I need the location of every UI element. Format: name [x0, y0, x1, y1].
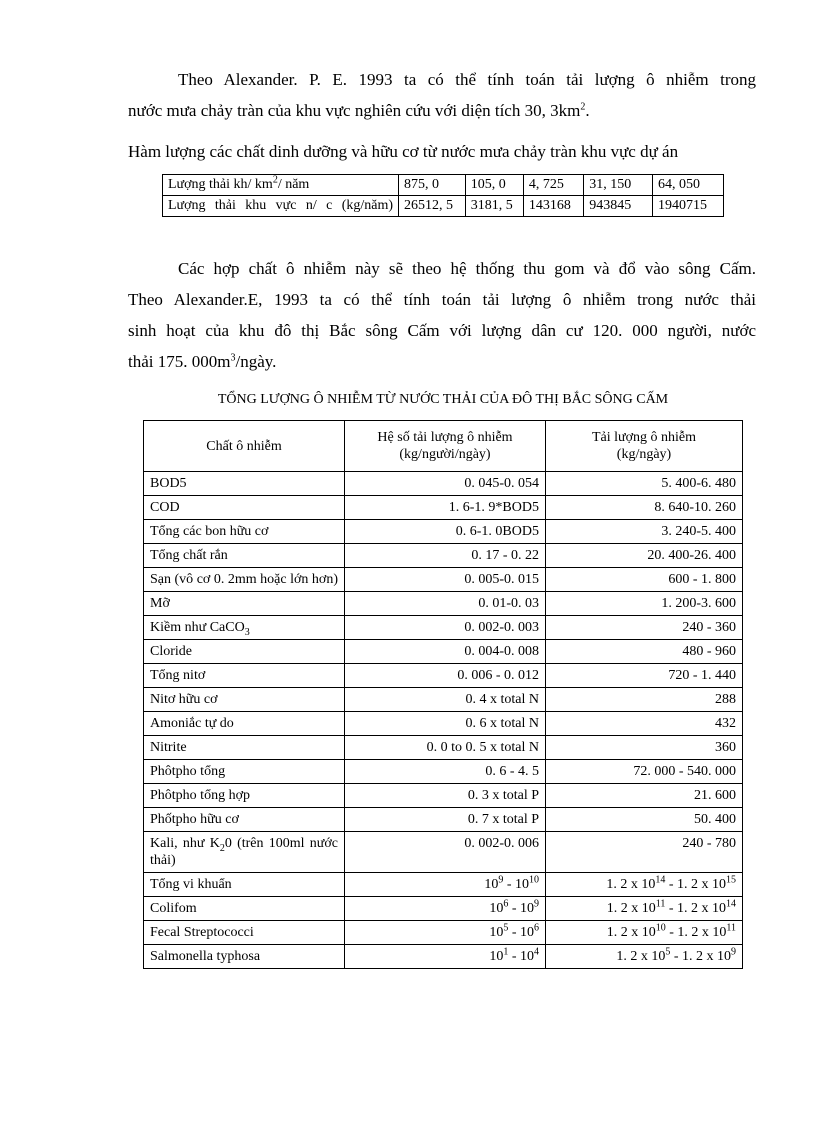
load-value: 240 - 780 [546, 832, 743, 873]
table-row [163, 196, 724, 217]
wastewater-paragraph [128, 253, 756, 377]
value-text: 10 [489, 925, 504, 940]
subscript: 3 [244, 626, 250, 638]
pollutant-name [144, 736, 345, 760]
intro-paragraph [128, 64, 756, 126]
coefficient-value: 0. 17 - 0. 22 [345, 544, 546, 568]
table-row [144, 472, 743, 496]
coefficient-value [345, 897, 546, 921]
load-value [546, 945, 743, 969]
coefficient-value: 0. 01-0. 03 [345, 592, 546, 616]
superscript: 14 [655, 874, 666, 886]
pollutant-name-text: Nitrite [150, 740, 187, 755]
table-cell-label [163, 196, 399, 217]
coefficient-value: 0. 3 x total P [345, 784, 546, 808]
superscript: 14 [726, 898, 736, 910]
coefficient-value: 0. 0 to 0. 5 x total N [345, 736, 546, 760]
table-header-row [144, 421, 743, 472]
superscript: 9 [498, 874, 504, 886]
load-value: 1. 200-3. 600 [546, 592, 743, 616]
pollutant-name [144, 472, 345, 496]
pollutant-name-text: Amoniắc tự do [150, 716, 234, 731]
pollutant-name [144, 664, 345, 688]
pollutant-name [144, 640, 345, 664]
value-text: 10 [489, 949, 504, 964]
table-row [163, 175, 724, 196]
value-text: - 10 [508, 925, 534, 940]
superscript: 6 [534, 922, 539, 934]
coefficient-value: 0. 7 x total P [345, 808, 546, 832]
pollutant-name [144, 832, 345, 873]
intro-line-1 [128, 64, 756, 95]
subscript: 2 [219, 842, 225, 854]
pollutant-name-text: Nitơ hữu cơ [150, 692, 218, 707]
value-text: 1. 2 x 10 [606, 901, 656, 916]
load-value: 600 - 1. 800 [546, 568, 743, 592]
coefficient-value: 0. 004-0. 008 [345, 640, 546, 664]
load-value: 3. 240-5. 400 [546, 520, 743, 544]
table-row [144, 921, 743, 945]
superscript: 6 [503, 898, 509, 910]
table-row [144, 640, 743, 664]
table-row [144, 784, 743, 808]
table-cell: 1940715 [653, 196, 724, 217]
load-value: 240 - 360 [546, 616, 743, 640]
pollutant-name [144, 496, 345, 520]
table-row [144, 496, 743, 520]
label-text: Lượng thải kh/ km [168, 177, 273, 192]
table-cell-label [163, 175, 399, 196]
table-row [144, 945, 743, 969]
load-value: 72. 000 - 540. 000 [546, 760, 743, 784]
load-value: 5. 400-6. 480 [546, 472, 743, 496]
value-text: - 1. 2 x 10 [670, 949, 731, 964]
table-row [144, 760, 743, 784]
coefficient-value: 1. 6-1. 9*BOD5 [345, 496, 546, 520]
pollutant-name [144, 520, 345, 544]
superscript: 5 [665, 946, 671, 958]
superscript: 4 [534, 946, 539, 958]
pollutant-name-text: Sạn (vô cơ 0. 2mm hoặc lớn hơn) [150, 572, 338, 587]
load-value [546, 897, 743, 921]
superscript: 5 [503, 922, 509, 934]
table-cell: 875, 0 [399, 175, 466, 196]
value-text: 1. 2 x 10 [606, 877, 656, 892]
load-value: 8. 640-10. 260 [546, 496, 743, 520]
pollutant-name-text: Tổng vi khuẩn [150, 877, 232, 892]
coefficient-value: 0. 4 x total N [345, 688, 546, 712]
label-text: Lượng thải khu vực n/ c (kg/năm) [168, 198, 394, 213]
rainwater-caption: Hàm lượng các chất dinh dưỡng và hữu cơ từ nước mưa chảy tràn khu vực dự án [128, 142, 679, 161]
pollutant-name [144, 760, 345, 784]
pollutant-name-text: Phôtpho tổng hợp [150, 788, 250, 803]
pollution-load-table [143, 420, 743, 969]
table-row [144, 544, 743, 568]
pollutant-name-text: COD [150, 500, 180, 515]
wastewater-line-1 [128, 253, 756, 284]
table-row [144, 873, 743, 897]
header-coefficient-line-2: (kg/người/ngày) [399, 447, 491, 462]
wastewater-line-3: sinh hoạt của khu đô thị Bắc sông Cấm với lượng dân cư 120. 000 người, nước [128, 321, 756, 340]
pollutant-name [144, 592, 345, 616]
pollution-table-body [144, 472, 743, 969]
header-load-line-1: Tải lượng ô nhiễm [591, 430, 697, 445]
superscript: 9 [731, 946, 736, 958]
table-row [144, 520, 743, 544]
pollutant-name [144, 616, 345, 640]
wastewater-line-1-text: Các hợp chất ô nhiễm này sẽ theo hệ thống thu gom và đổ vào sông Cấm. [178, 259, 756, 278]
superscript: 10 [529, 874, 539, 886]
pollutant-name [144, 712, 345, 736]
name-part: 0 (trên 100ml nước thải) [150, 836, 338, 868]
load-value [546, 921, 743, 945]
value-text: - 10 [508, 949, 534, 964]
load-value: 480 - 960 [546, 640, 743, 664]
pollutant-name [144, 921, 345, 945]
superscript: 1 [503, 946, 509, 958]
pollutant-name [144, 544, 345, 568]
value-text: - 1. 2 x 10 [665, 901, 726, 916]
coefficient-value: 0. 006 - 0. 012 [345, 664, 546, 688]
value-text: - 1. 2 x 10 [665, 925, 727, 940]
pollutant-name-text: Phốtpho hữu cơ [150, 812, 239, 827]
load-value: 50. 400 [546, 808, 743, 832]
superscript: 2 [272, 174, 278, 186]
wastewater-line-4-text: thải 175. 000m [128, 352, 231, 371]
pollutant-name [144, 945, 345, 969]
load-value: 360 [546, 736, 743, 760]
table-row [144, 664, 743, 688]
table-row [144, 592, 743, 616]
coefficient-value: 0. 002-0. 003 [345, 616, 546, 640]
coefficient-value [345, 873, 546, 897]
load-value: 288 [546, 688, 743, 712]
pollutant-name-text: Salmonella typhosa [150, 949, 261, 964]
superscript: 9 [534, 898, 539, 910]
pollutant-name [144, 568, 345, 592]
pollutant-name-text: Phôtpho tổng [150, 764, 226, 779]
pollutant-name [144, 688, 345, 712]
pollutant-name-text: Fecal Streptococci [150, 925, 254, 940]
load-value: 720 - 1. 440 [546, 664, 743, 688]
pollutant-name-text: Tổng nitơ [150, 668, 206, 683]
table-cell: 26512, 5 [399, 196, 466, 217]
load-value: 21. 600 [546, 784, 743, 808]
coefficient-value [345, 921, 546, 945]
pollutant-name [144, 784, 345, 808]
superscript: 11 [726, 922, 736, 934]
header-pollutant: Chất ô nhiễm [144, 421, 345, 472]
header-load [546, 421, 743, 472]
table-cell: 4, 725 [523, 175, 583, 196]
table-cell: 943845 [584, 196, 653, 217]
coefficient-value: 0. 045-0. 054 [345, 472, 546, 496]
name-part: Kiềm như CaCO [150, 620, 245, 635]
table-cell: 143168 [523, 196, 583, 217]
table-cell: 31, 150 [584, 175, 653, 196]
pollutant-name [144, 873, 345, 897]
load-value [546, 873, 743, 897]
value-text: - 1. 2 x 10 [665, 877, 726, 892]
pollutant-name-text: BOD5 [150, 476, 187, 491]
pollutant-name-text [150, 835, 338, 869]
coefficient-value [345, 945, 546, 969]
wastewater-line-4 [128, 352, 276, 371]
load-value: 20. 400-26. 400 [546, 544, 743, 568]
value-text: 10 [484, 877, 499, 892]
value-text: 10 [489, 901, 504, 916]
pollutant-name-text: Tổng các bon hữu cơ [150, 524, 269, 539]
value-text: 1. 2 x 10 [616, 949, 666, 964]
superscript: 15 [726, 874, 736, 886]
pollutant-name-text: Tổng chất rắn [150, 548, 228, 563]
superscript: 2 [580, 101, 586, 113]
coefficient-value: 0. 005-0. 015 [345, 568, 546, 592]
table-row [144, 712, 743, 736]
header-coefficient [345, 421, 546, 472]
name-part: Kali, như K [150, 836, 220, 851]
coefficient-value: 0. 6 x total N [345, 712, 546, 736]
table-row [144, 688, 743, 712]
rainwater-load-table [162, 174, 724, 217]
load-value: 432 [546, 712, 743, 736]
pollutant-name [144, 897, 345, 921]
value-text: - 10 [503, 877, 529, 892]
coefficient-value: 0. 6 - 4. 5 [345, 760, 546, 784]
pollutant-name-text: Cloride [150, 644, 192, 659]
coefficient-value: 0. 6-1. 0BOD5 [345, 520, 546, 544]
pollutant-name [144, 808, 345, 832]
table-row [144, 832, 743, 873]
superscript: 11 [655, 898, 666, 910]
table-row [144, 808, 743, 832]
pollutant-name-text: Mỡ [150, 596, 170, 611]
value-text: 1. 2 x 10 [606, 925, 656, 940]
value-text: - 10 [508, 901, 534, 916]
header-load-line-2: (kg/ngày) [616, 447, 672, 462]
table-cell: 105, 0 [465, 175, 523, 196]
table-cell: 3181, 5 [465, 196, 523, 217]
wastewater-line-2: Theo Alexander.E, 1993 ta có thể tính toán tải lượng ô nhiễm trong nước thải [128, 290, 756, 309]
table-row [144, 736, 743, 760]
intro-line-1-text: Theo Alexander. P. E. 1993 ta có thể tính toán tải lượng ô nhiễm trong [178, 70, 756, 89]
table-row [144, 616, 743, 640]
label-text: / năm [277, 177, 310, 192]
table-row [144, 897, 743, 921]
superscript: 10 [655, 922, 666, 934]
pollutant-name-text [150, 620, 250, 638]
intro-line-2-end: . [585, 101, 590, 120]
pollutant-name-text: Colifom [150, 901, 197, 916]
intro-line-2-text: nước mưa chảy tràn của khu vực nghiên cứu với diện tích 30, 3km [128, 101, 581, 120]
intro-line-2 [128, 101, 590, 120]
table-row [144, 568, 743, 592]
table-cell: 64, 050 [653, 175, 724, 196]
superscript: 3 [230, 352, 236, 364]
wastewater-line-4-end: /ngày. [235, 352, 277, 371]
pollution-table-title: TỔNG LƯỢNG Ô NHIỄM TỪ NƯỚC THẢI CỦA ĐÔ THỊ BẮC SÔNG CẤM [217, 392, 669, 407]
header-coefficient-line-1: Hệ số tải lượng ô nhiễm [377, 430, 513, 445]
coefficient-value: 0. 002-0. 006 [345, 832, 546, 873]
